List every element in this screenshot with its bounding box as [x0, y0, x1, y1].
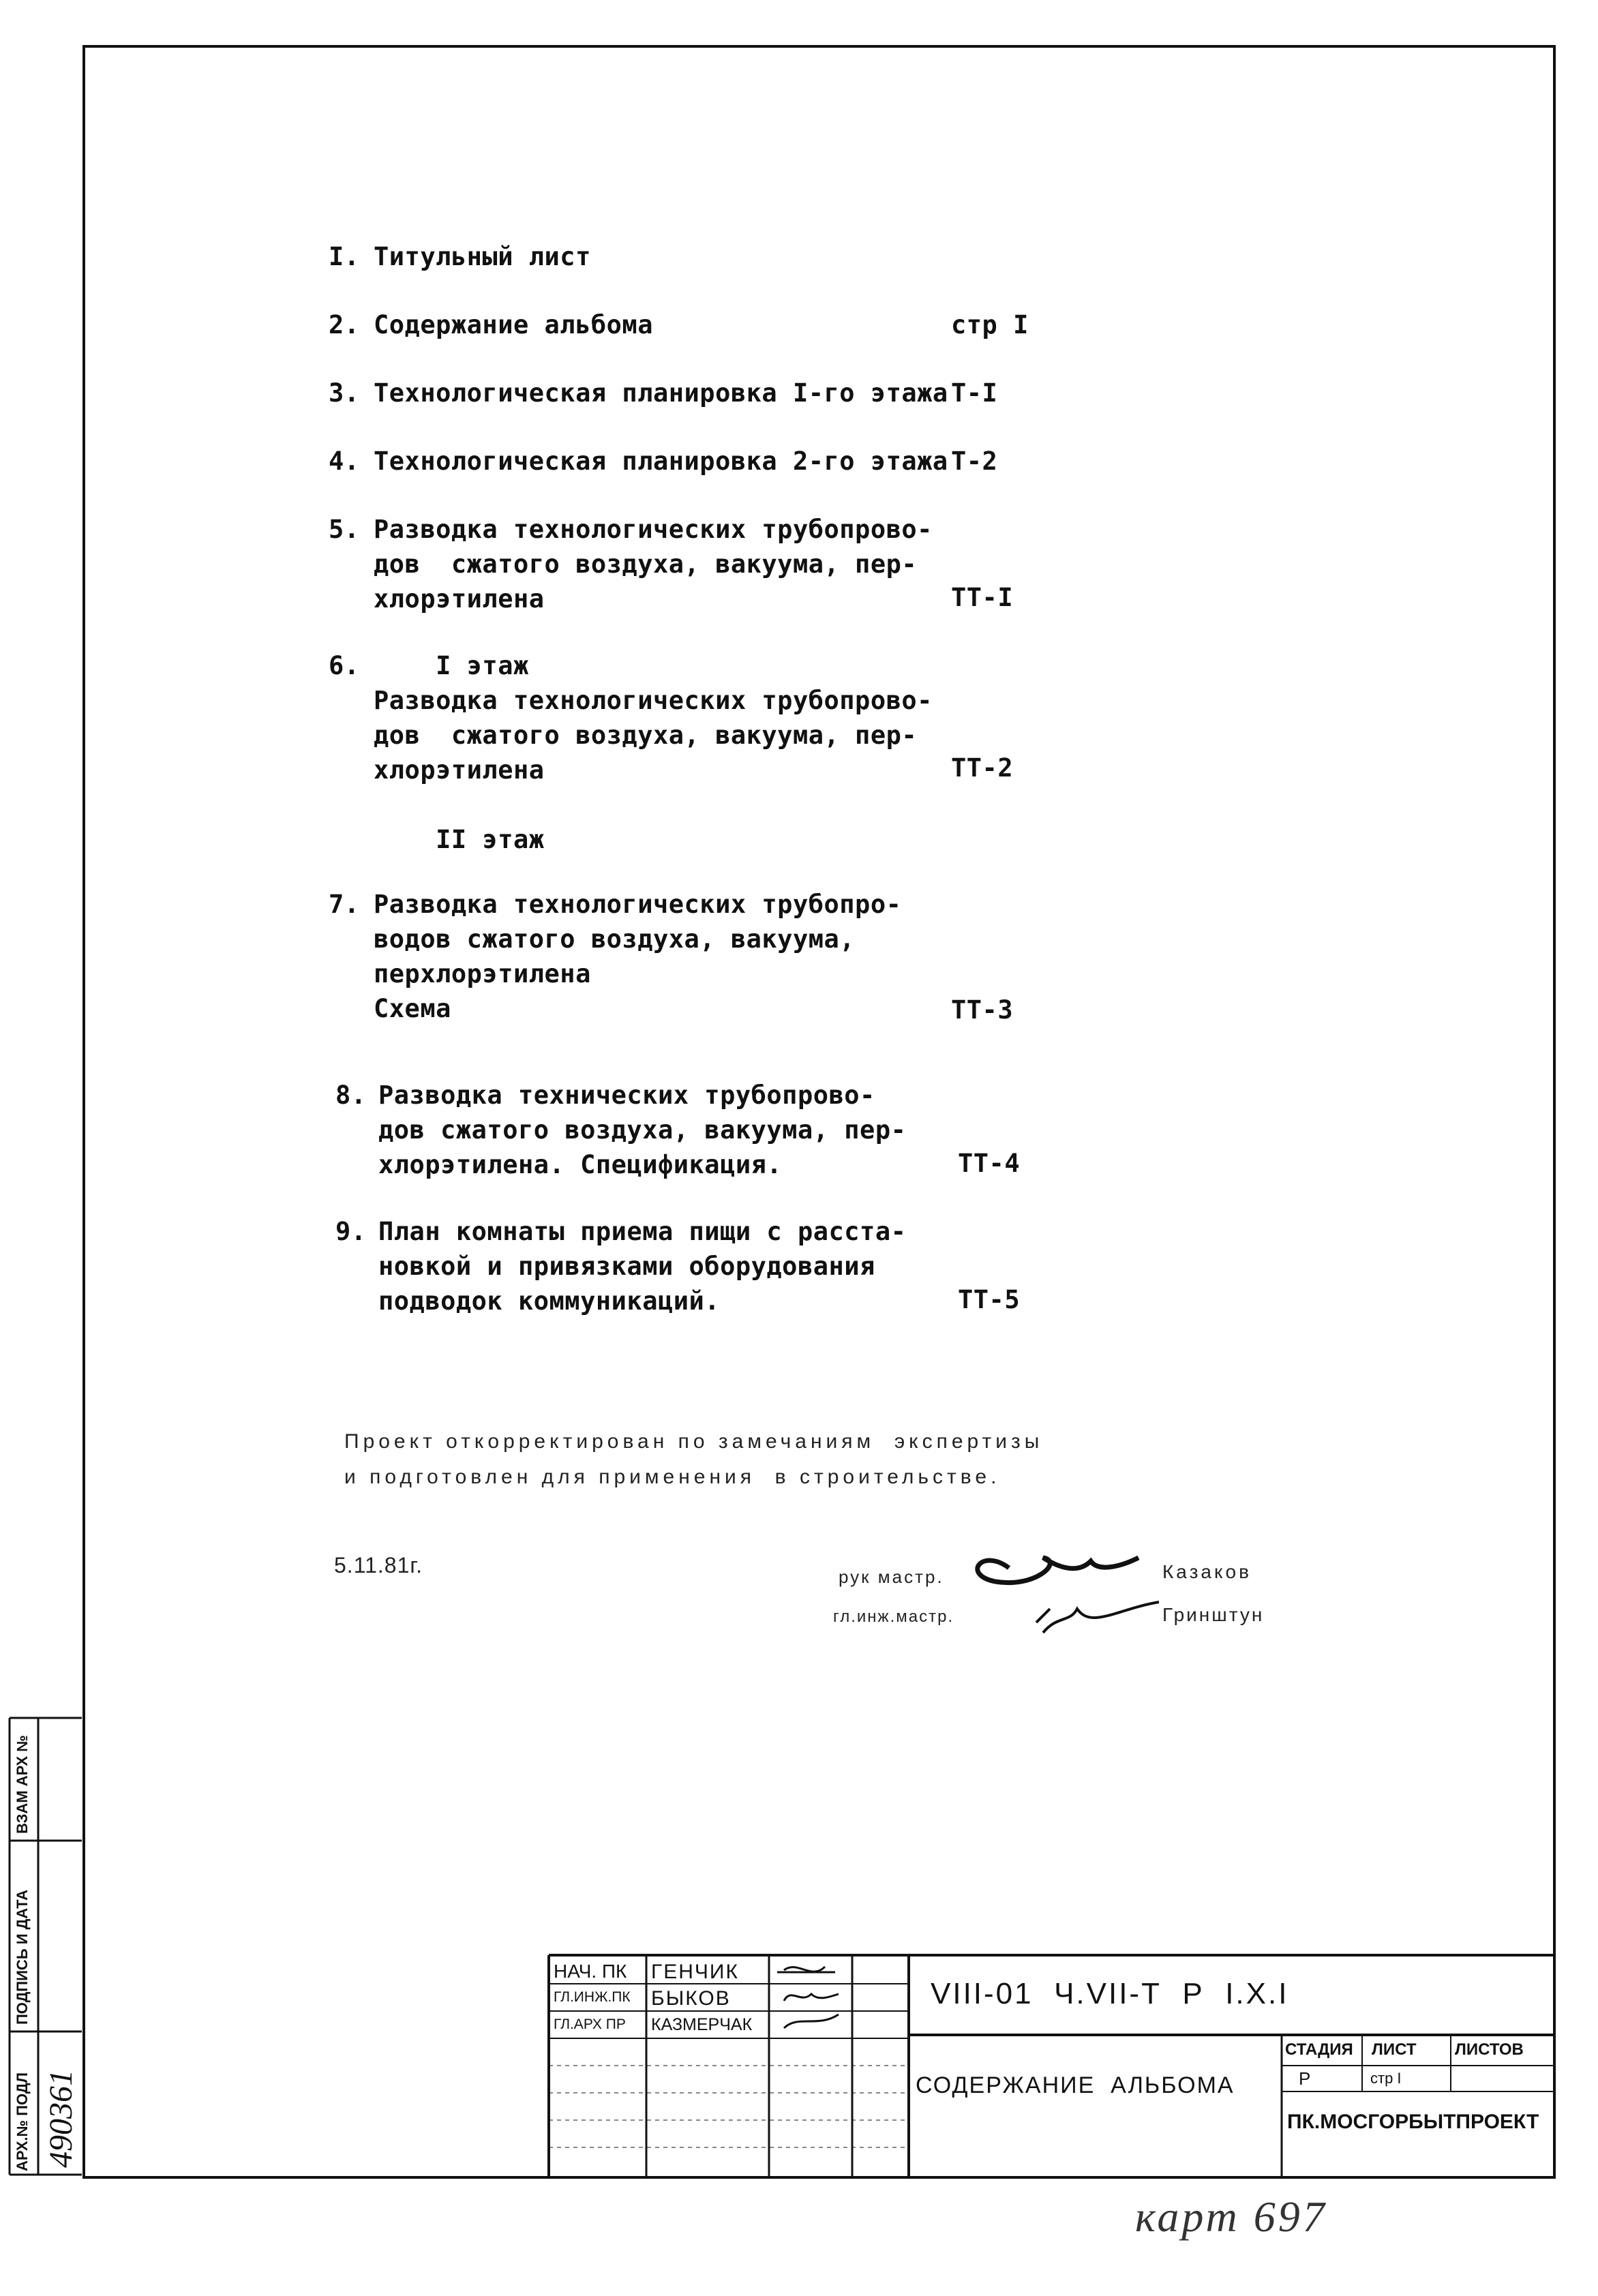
- drawing-code: VIII-01 Ч.VII-Т Р I.X.I: [931, 1977, 1289, 2010]
- organization: ПК.МОСГОРБЫТПРОЕКТ: [1287, 2111, 1539, 2133]
- stamp-arch-number: 490361: [43, 2070, 79, 2168]
- toc-item-text: дов сжатого воздуха, вакуума, пер-: [374, 549, 918, 579]
- tb-role-3: ГЛ.АРХ ПР: [554, 2016, 626, 2032]
- toc-item-text: Разводка технических трубопрово-: [378, 1081, 875, 1110]
- toc-item-text: хлорэтилена. Спецификация.: [378, 1150, 783, 1179]
- title-block-signature-2: [784, 1994, 839, 2001]
- toc-item-text: дов сжатого воздуха, вакуума, пер-: [374, 721, 918, 750]
- title-block-signature-1: [777, 1967, 835, 1972]
- toc-item-number: I.: [329, 242, 360, 271]
- note-date: 5.11.81г.: [334, 1553, 423, 1577]
- note-line-2: и подготовлен для применения в строительстве.: [344, 1466, 1001, 1488]
- toc-item-number: 7.: [329, 890, 360, 919]
- toc-item-text: План комнаты приема пищи с расста-: [378, 1217, 907, 1246]
- toc-item-text: перхлорэтилена: [374, 959, 591, 988]
- toc-item-text: новкой и привязками оборудования: [378, 1252, 875, 1281]
- toc-item-text: Технологическая планировка I-го этажа: [374, 378, 948, 408]
- toc-item-ref: Т-I: [951, 378, 998, 408]
- toc-item-number: 9.: [335, 1217, 367, 1246]
- toc-item-text: хлорэтилена: [374, 584, 545, 614]
- toc-item-text: дов сжатого воздуха, вакуума, пер-: [378, 1115, 907, 1145]
- toc-item-ref: ТТ-I: [951, 583, 1014, 612]
- sheet-title: СОДЕРЖАНИЕ АЛЬБОМА: [916, 2072, 1235, 2098]
- toc-item-number: 4.: [329, 447, 360, 476]
- toc-item-number: 6.: [329, 651, 360, 680]
- tb-name-2: БЫКОВ: [651, 1987, 731, 2010]
- stamp-replace-label: ВЗАМ АРХ №: [14, 1735, 31, 1834]
- toc-item-text: водов сжатого воздуха, вакуума,: [374, 924, 856, 954]
- toc-item-text: Схема: [374, 994, 451, 1023]
- toc-item-text: Содержание альбома: [374, 310, 653, 339]
- stamp-sign-label: ПОДПИСЬ И ДАТА: [14, 1889, 31, 2025]
- toc-item-text: Разводка технологических трубопро-: [374, 890, 902, 919]
- title-block-signature-3: [784, 2014, 839, 2028]
- toc-item-ref: ТТ-2: [951, 753, 1014, 783]
- toc-item-number: 5.: [329, 515, 360, 544]
- toc-item-text: Разводка технологических трубопрово-: [374, 686, 933, 715]
- toc-item-ref: ТТ-4: [958, 1149, 1021, 1178]
- toc-item-text: хлорэтилена: [374, 755, 545, 785]
- toc-item-text: подводок коммуникаций.: [378, 1286, 721, 1316]
- tb-name-1: ГЕНЧИК: [651, 1961, 739, 1983]
- stage-value: Р: [1299, 2068, 1311, 2089]
- approval-name-1: Казаков: [1162, 1561, 1252, 1582]
- toc-item-number: 3.: [329, 378, 360, 408]
- toc-item-ref: Т-2: [951, 447, 998, 476]
- footer-note: карт 697: [1135, 2192, 1327, 2241]
- toc-item-text: Технологическая планировка 2-го этажа: [374, 447, 948, 476]
- tb-name-3: КАЗМЕРЧАК: [651, 2015, 753, 2034]
- toc-item-text: II этаж: [374, 825, 545, 854]
- toc-item-ref: ТТ-5: [958, 1285, 1021, 1314]
- approval-name-2: Гринштун: [1162, 1604, 1265, 1625]
- tb-role-2: ГЛ.ИНЖ.ПК: [554, 1989, 631, 2005]
- approval-role-2: гл.инж.мастр.: [833, 1607, 954, 1626]
- stamp-arch-label: АРХ.№ ПОДЛ: [14, 2072, 31, 2171]
- toc-item-number: 8.: [335, 1081, 367, 1110]
- sheet-value: стр I: [1370, 2070, 1402, 2087]
- toc-item-text: Титульный лист: [374, 242, 591, 271]
- approval-role-1: рук мастр.: [839, 1567, 944, 1587]
- toc-item-ref: стр I: [951, 310, 1029, 339]
- toc-item-text: I этаж: [374, 651, 529, 680]
- stage-header: СТАДИЯ: [1285, 2040, 1353, 2059]
- note-line-1: Проект откорректирован по замечаниям экспертизы: [344, 1430, 1044, 1453]
- toc-item-ref: ТТ-3: [951, 995, 1014, 1025]
- tb-role-1: НАЧ. ПК: [554, 1961, 627, 1982]
- sheets-header: ЛИСТОВ: [1455, 2040, 1524, 2059]
- toc-item-number: 2.: [329, 310, 360, 339]
- sheet-header: ЛИСТ: [1372, 2040, 1417, 2059]
- toc-item-text: Разводка технологических трубопрово-: [374, 515, 933, 544]
